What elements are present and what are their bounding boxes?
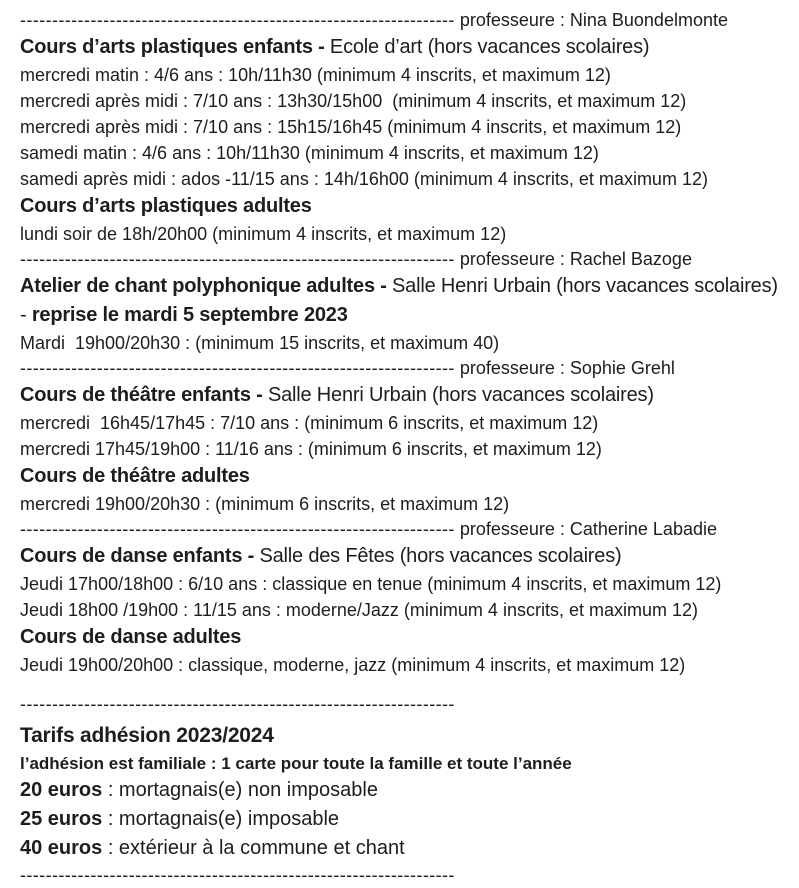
schedule-line: mercredi 16h45/17h45 : 7/10 ans : (minimum 6 inscrits, et maximum 12) <box>20 413 599 433</box>
dashed-separator: -------------------------------------------------------------------- <box>20 249 455 269</box>
course-title-bold: Cours d’arts plastiques adultes <box>20 195 312 217</box>
teacher-separator-line <box>20 356 781 381</box>
dashed-separator: -------------------------------------------------------------------- <box>20 865 455 885</box>
schedule-line: lundi soir de 18h/20h00 (minimum 4 inscrits, et maximum 12) <box>20 224 507 244</box>
section-title-arts-enfants <box>20 33 781 62</box>
dashed-separator: -------------------------------------------------------------------- <box>20 694 455 714</box>
dashed-separator: -------------------------------------------------------------------- <box>20 519 455 539</box>
schedule-line: mercredi 17h45/19h00 : 11/16 ans : (minimum 6 inscrits, et maximum 12) <box>20 439 602 459</box>
teacher-separator-line <box>20 247 781 272</box>
dashed-separator: -------------------------------------------------------------------- <box>20 10 455 30</box>
dashed-separator: -------------------------------------------------------------------- <box>20 358 455 378</box>
tariff-item <box>20 805 781 834</box>
schedule-line: samedi matin : 4/6 ans : 10h/11h30 (minimum 4 inscrits, et maximum 12) <box>20 143 599 163</box>
course-title-bold: Cours de danse enfants - <box>20 545 255 567</box>
teacher-credit: professeure : Catherine Labadie <box>454 519 717 539</box>
schedule-line: samedi après midi : ados -11/15 ans : 14h/16h00 (minimum 4 inscrits, et maximum 12) <box>20 169 708 189</box>
schedule-line: mercredi après midi : 7/10 ans : 13h30/15h00 (minimum 4 inscrits, et maximum 12) <box>20 91 687 111</box>
teacher-credit: professeure : Sophie Grehl <box>454 358 675 378</box>
section-title-theatre-adultes <box>20 462 781 491</box>
tariff-item <box>20 776 781 805</box>
teacher-credit: professeure : Nina Buondelmonte <box>454 10 728 30</box>
schedule-line: Jeudi 17h00/18h00 : 6/10 ans : classique en tenue (minimum 4 inscrits, et maximum 12) <box>20 574 722 594</box>
section-title-arts-adultes <box>20 192 781 221</box>
teacher-credit: professeure : Rachel Bazoge <box>454 249 692 269</box>
course-title-location: Ecole d’art (hors vacances scolaires) <box>324 36 650 58</box>
course-title-bold: Atelier de chant polyphonique adultes - <box>20 275 387 297</box>
tariff-description: : extérieur à la commune et chant <box>102 837 405 859</box>
vertical-spacer <box>20 678 781 692</box>
course-title-bold: Cours de danse adultes <box>20 626 242 648</box>
course-title-location: Salle Henri Urbain (hors vacances scolaires) - <box>20 275 784 326</box>
schedule-line: Jeudi 18h00 /19h00 : 11/15 ans : moderne/Jazz (minimum 4 inscrits, et maximum 12) <box>20 600 698 620</box>
course-title-bold: Cours d’arts plastiques enfants - <box>20 36 325 58</box>
course-title-location: Salle Henri Urbain (hors vacances scolaires) <box>262 384 654 406</box>
tariff-price: 40 euros <box>20 837 103 859</box>
tariff-price: 20 euros <box>20 779 103 801</box>
schedule-line: mercredi après midi : 7/10 ans : 15h15/16h45 (minimum 4 inscrits, et maximum 12) <box>20 117 682 137</box>
course-title-reprise: reprise le mardi 5 septembre 2023 <box>31 304 348 326</box>
dashed-separator-line <box>20 692 781 717</box>
schedule-line: Mardi 19h00/20h30 : (minimum 15 inscrits, et maximum 40) <box>20 333 500 353</box>
teacher-separator-line <box>20 8 781 33</box>
course-title-location: Salle des Fêtes (hors vacances scolaires) <box>254 545 622 567</box>
section-title-theatre-enfants <box>20 381 781 410</box>
section-title-chant <box>20 272 784 330</box>
teacher-separator-line <box>20 517 781 542</box>
section-title-danse-adultes <box>20 623 781 652</box>
dashed-separator-line <box>20 863 781 888</box>
schedule-line: mercredi matin : 4/6 ans : 10h/11h30 (minimum 4 inscrits, et maximum 12) <box>20 65 611 85</box>
course-title-bold: Cours de théâtre enfants - <box>20 384 263 406</box>
schedule-line: mercredi 19h00/20h30 : (minimum 6 inscrits, et maximum 12) <box>20 494 510 514</box>
course-title-bold: Cours de théâtre adultes <box>20 465 250 487</box>
tariff-item <box>20 834 781 863</box>
tariffs-subtitle: l’adhésion est familiale : 1 carte pour toute la famille et toute l’année <box>20 754 572 773</box>
section-title-danse-enfants <box>20 542 781 571</box>
tariffs-title: Tarifs adhésion 2023/2024 <box>20 724 274 747</box>
schedule-line: Jeudi 19h00/20h00 : classique, moderne, jazz (minimum 4 inscrits, et maximum 12) <box>20 655 686 675</box>
tariff-description: : mortagnais(e) imposable <box>102 808 340 830</box>
tariff-description: : mortagnais(e) non imposable <box>102 779 378 801</box>
tariff-price: 25 euros <box>20 808 103 830</box>
